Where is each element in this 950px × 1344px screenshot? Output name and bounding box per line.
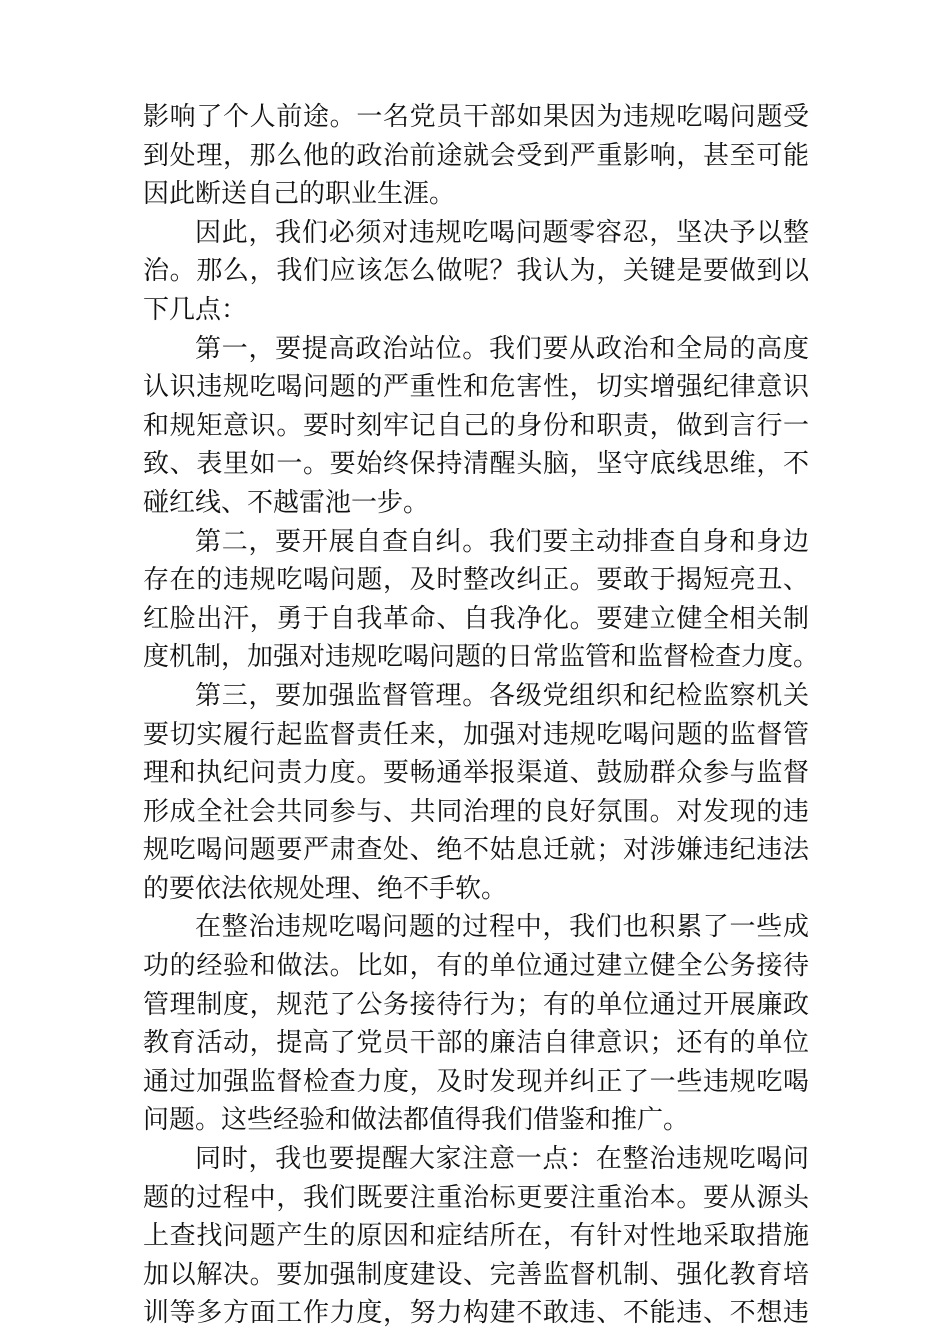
paragraph — [143, 523, 820, 677]
text-line: 存在的违规吃喝问题，及时整改纠正。要敢于揭短亮丑、 — [143, 565, 809, 596]
text-line: 题的过程中，我们既要注重治标更要注重治本。要从源头 — [143, 1182, 809, 1213]
text-line: 问题。这些经验和做法都值得我们借鉴和推广。 — [143, 1105, 690, 1136]
text-line: 影响了个人前途。一名党员干部如果因为违规吃喝问题受 — [143, 102, 809, 132]
text-line: 因此断送自己的职业生涯。 — [143, 179, 456, 210]
text-line: 要切实履行起监督责任来，加强对违规吃喝问题的监督管 — [143, 719, 809, 750]
text-line: 治。那么，我们应该怎么做呢？我认为，关键是要做到以 — [143, 256, 809, 287]
paragraph — [143, 98, 809, 214]
text-line: 管理制度，规范了公务接待行为；有的单位通过开展廉政 — [143, 989, 809, 1020]
text-line: 同时，我也要提醒大家注意一点：在整治违规吃喝问 — [195, 1144, 809, 1175]
text-line: 的要依法依规处理、绝不手软。 — [143, 873, 508, 904]
text-line: 在整治违规吃喝问题的过程中，我们也积累了一些成 — [195, 912, 809, 943]
text-line: 下几点： — [143, 294, 248, 325]
text-line: 通过加强监督检查力度，及时发现并纠正了一些违规吃喝 — [143, 1066, 809, 1097]
text-line: 第二，要开展自查自纠。我们要主动排查自身和身边 — [195, 526, 809, 557]
document-body — [143, 98, 820, 1333]
text-line: 碰红线、不越雷池一步。 — [143, 487, 430, 518]
text-line: 形成全社会共同参与、共同治理的良好氛围。对发现的违 — [143, 796, 809, 827]
text-line: 规吃喝问题要严肃查处、绝不姑息迁就；对涉嫌违纪违法 — [143, 835, 809, 866]
text-line: 致、表里如一。要始终保持清醒头脑，坚守底线思维，不 — [143, 449, 809, 480]
paragraph — [143, 908, 809, 1140]
text-line: 认识违规吃喝问题的严重性和危害性，切实增强纪律意识 — [143, 372, 809, 403]
paragraph — [143, 677, 809, 909]
text-line: 加以解决。要加强制度建设、完善监督机制、强化教育培 — [143, 1259, 809, 1290]
paragraph — [143, 214, 809, 330]
text-line: 第三，要加强监督管理。各级党组织和纪检监察机关 — [195, 680, 809, 711]
text-line: 训等多方面工作力度，努力构建不敢违、不能违、不想违 — [143, 1298, 809, 1329]
text-line: 到处理，那么他的政治前途就会受到严重影响，甚至可能 — [143, 140, 809, 171]
text-line: 因此，我们必须对违规吃喝问题零容忍，坚决予以整 — [195, 217, 809, 248]
text-line: 红脸出汗，勇于自我革命、自我净化。要建立健全相关制 — [143, 603, 809, 634]
text-line: 度机制，加强对违规吃喝问题的日常监管和监督检查力度。 — [143, 642, 820, 673]
paragraph — [143, 1140, 809, 1333]
paragraph — [143, 330, 809, 523]
text-line: 功的经验和做法。比如，有的单位通过建立健全公务接待 — [143, 951, 809, 982]
text-line: 理和执纪问责力度。要畅通举报渠道、鼓励群众参与监督 — [143, 758, 809, 789]
text-line: 教育活动，提高了党员干部的廉洁自律意识；还有的单位 — [143, 1028, 809, 1059]
text-line: 第一，要提高政治站位。我们要从政治和全局的高度 — [195, 333, 809, 364]
text-line: 上查找问题产生的原因和症结所在，有针对性地采取措施 — [143, 1221, 809, 1252]
text-line: 和规矩意识。要时刻牢记自己的身份和职责，做到言行一 — [143, 410, 809, 441]
